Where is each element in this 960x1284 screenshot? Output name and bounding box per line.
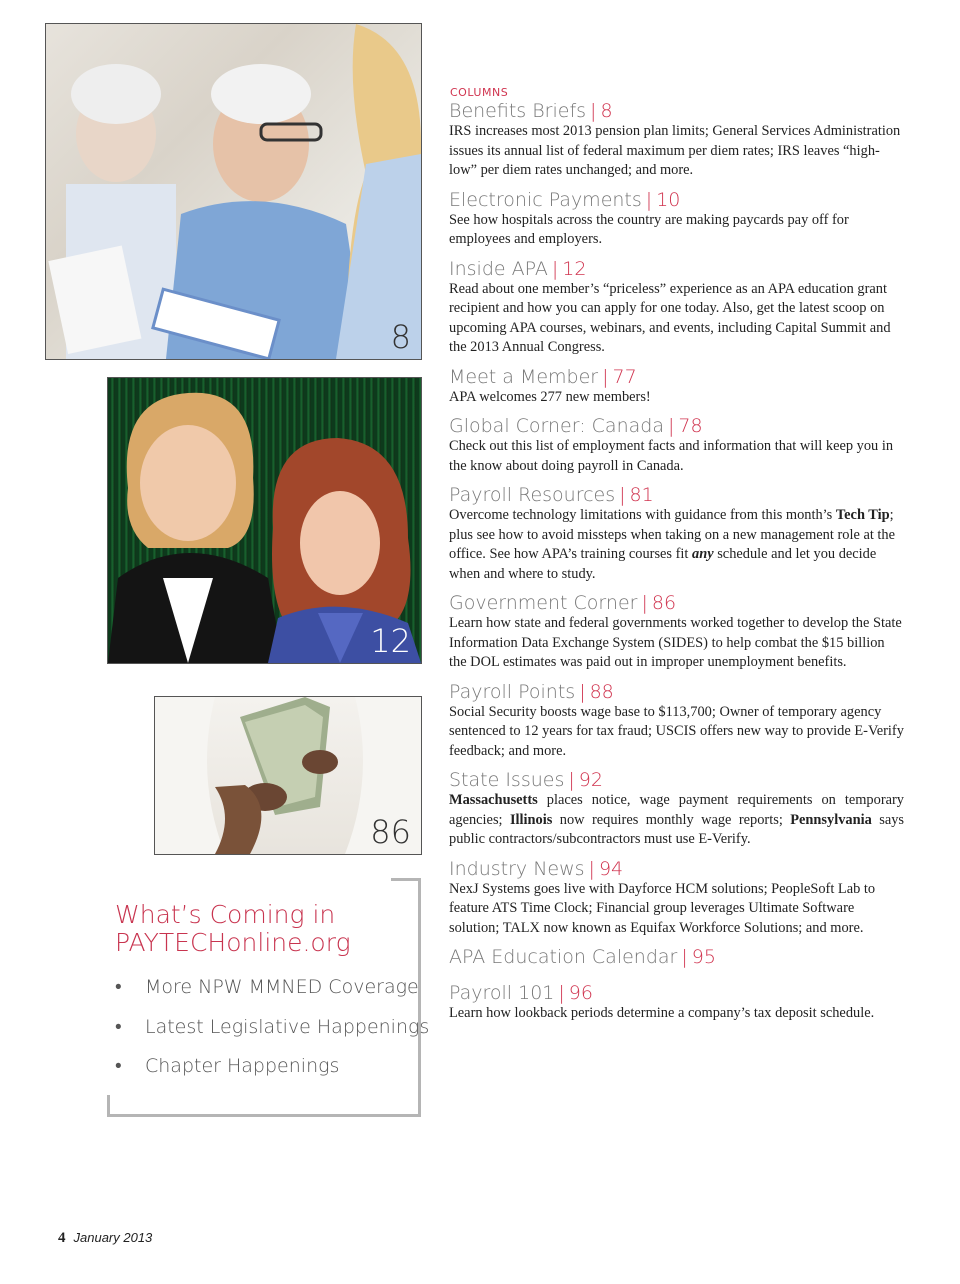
list-item-label: Chapter Happenings xyxy=(145,1055,340,1077)
toc-entry-heading xyxy=(449,769,904,791)
bullet-icon: • xyxy=(115,1055,122,1077)
page-footer xyxy=(58,1230,152,1247)
toc-entry-heading xyxy=(449,415,904,437)
toc-entry-description: Learn how state and federal governments worked together to develop the State Information Data Exchange System (SIDES) to help combat the $15 billion the DOL estimates was paid out in improper unemployment benefits. xyxy=(449,615,902,670)
desc-bold-term: Tech Tip xyxy=(835,507,890,523)
toc-separator: | xyxy=(579,680,586,703)
toc-entry-heading xyxy=(449,592,904,614)
toc-entry-title: Industry News xyxy=(449,857,585,880)
photo-two-women xyxy=(107,377,422,664)
toc-entry-payroll-resources[interactable] xyxy=(449,484,904,584)
table-of-contents xyxy=(449,100,904,1032)
toc-entry-page: 77 xyxy=(612,365,637,388)
list-item-label: More NPW MMNED Coverage xyxy=(145,976,419,998)
toc-separator: | xyxy=(681,946,688,968)
columns-label: COLUMNS xyxy=(450,86,509,99)
toc-entry-page: 81 xyxy=(629,484,654,506)
toc-entry-heading xyxy=(449,100,904,122)
whats-coming-title-line2: PAYTECHonline.org xyxy=(115,928,351,957)
photo-page-number: 12 xyxy=(370,622,411,660)
photo-cash-hands xyxy=(154,696,422,855)
desc-state-name: Massachusetts xyxy=(449,792,538,808)
toc-entry-page: 78 xyxy=(678,415,703,437)
toc-entry-title: Meet a Member xyxy=(449,365,599,388)
photo-page-number: 86 xyxy=(370,813,411,851)
toc-entry-description: NexJ Systems goes live with Dayforce HCM solutions; PeopleSoft Lab to feature ATS Time Clock; Financial group leverages Ultimate Software solution; TALX now known as Equifax Workforce Solutions; and more. xyxy=(449,880,876,936)
toc-entry-title: Inside APA xyxy=(449,257,548,280)
list-item-label: Latest Legislative Happenings xyxy=(145,1015,430,1038)
toc-entry-heading xyxy=(449,189,904,211)
issue-date: January 2013 xyxy=(73,1230,153,1245)
toc-entry-page: 95 xyxy=(691,946,716,968)
toc-entry-page: 10 xyxy=(656,188,681,211)
toc-entry-title: Global Corner: Canada xyxy=(449,415,664,437)
whats-coming-title-line1: What’s Coming in xyxy=(115,900,336,929)
toc-entry-heading xyxy=(449,258,904,280)
toc-separator: | xyxy=(619,484,626,506)
toc-entry-description: APA welcomes 277 new members! xyxy=(449,388,651,405)
toc-entry-heading xyxy=(449,366,904,388)
toc-entry-description: See how hospitals across the country are making paycards pay off for employees and employers. xyxy=(449,211,849,247)
toc-entry-page: 94 xyxy=(598,857,624,880)
toc-entry-state-issues[interactable] xyxy=(449,769,904,850)
bullet-icon: • xyxy=(115,976,122,998)
toc-separator: | xyxy=(551,257,559,280)
whats-coming-title xyxy=(115,901,415,957)
desc-state-name: Pennsylvania xyxy=(790,811,872,828)
toc-entry-title: Payroll Points xyxy=(449,680,576,703)
toc-entry-electronic-payments[interactable] xyxy=(449,189,904,250)
toc-entry-education-calendar[interactable] xyxy=(449,946,904,968)
toc-entry-page: 96 xyxy=(568,982,593,1004)
toc-entry-heading xyxy=(449,484,904,506)
photo-seniors-meeting xyxy=(45,23,422,360)
toc-entry-industry-news[interactable] xyxy=(449,858,904,939)
desc-text: Overcome technology limitations with guidance from this month’s xyxy=(449,507,836,523)
page-number: 4 xyxy=(58,1230,66,1246)
desc-text: schedule and let you decide when and where to study. xyxy=(449,546,877,582)
toc-entry-description: Check out this list of employment facts and information that will keep you in the know about doing payroll in Canada. xyxy=(449,438,894,474)
toc-entry-title: Payroll 101 xyxy=(449,982,555,1004)
toc-entry-heading xyxy=(449,858,904,880)
whats-coming-list xyxy=(115,968,429,1087)
toc-entry-description: Read about one member’s “priceless” experience as an APA education grant recipient and how you can apply for one today. Also, get the latest scoop on upcoming APA courses, webinars, and events, including Capital Summit and the 2013 Annual Congress. xyxy=(449,280,891,355)
toc-entry-description: Learn how lookback periods determine a company’s tax deposit schedule. xyxy=(449,1005,875,1021)
toc-entry-payroll-101[interactable] xyxy=(449,982,904,1024)
toc-separator: | xyxy=(590,100,597,122)
desc-text: ; plus see how to avoid missteps when taking on a new management role at the office. See how APA’s training courses fit xyxy=(449,507,896,562)
toc-entry-page: 88 xyxy=(589,680,614,703)
toc-entry-page: 92 xyxy=(578,769,603,791)
desc-emphasis: any xyxy=(692,546,714,562)
toc-separator: | xyxy=(558,982,565,1004)
toc-entry-heading xyxy=(449,681,904,703)
toc-entry-description xyxy=(449,506,904,584)
toc-entry-benefits-briefs[interactable] xyxy=(449,100,904,181)
toc-entry-page: 86 xyxy=(651,592,677,614)
toc-entry-government-corner[interactable] xyxy=(449,592,904,673)
desc-text: says public contractors/subcontractors must use E-Verify. xyxy=(449,811,905,847)
toc-entry-title: Electronic Payments xyxy=(449,188,642,211)
toc-entry-title: State Issues xyxy=(449,769,565,791)
desc-text: now requires monthly wage reports; xyxy=(552,811,791,828)
desc-text: places notice, wage payment requirements on temporary agencies; xyxy=(449,792,904,828)
toc-entry-title: Government Corner xyxy=(449,592,638,614)
toc-entry-title: Payroll Resources xyxy=(449,484,616,506)
toc-separator: | xyxy=(588,857,595,880)
toc-entry-page: 12 xyxy=(562,257,587,280)
list-item xyxy=(115,968,429,1008)
toc-entry-description xyxy=(449,791,904,850)
toc-separator: | xyxy=(568,769,575,791)
bullet-icon: • xyxy=(115,1015,122,1038)
toc-separator: | xyxy=(641,592,648,614)
toc-entry-page: 8 xyxy=(600,100,613,122)
toc-entry-description: Social Security boosts wage base to $113,700; Owner of temporary agency sentenced to 12 years for tax fraud; USCIS offers new way to provide E-Verify feedback; and more. xyxy=(449,703,904,759)
toc-entry-inside-apa[interactable] xyxy=(449,258,904,358)
toc-entry-title: APA Education Calendar xyxy=(449,946,678,968)
photo-two-women-illustration xyxy=(108,378,421,663)
toc-separator: | xyxy=(602,365,609,388)
photo-page-number: 8 xyxy=(390,318,411,356)
desc-state-name: Illinois xyxy=(509,811,553,828)
toc-entry-meet-a-member[interactable] xyxy=(449,366,904,408)
toc-entry-description: IRS increases most 2013 pension plan limits; General Services Administration issues its annual list of federal maximum per diem rates; IRS leaves “high-low” per diem rates unchanged; and more. xyxy=(449,123,901,178)
toc-entry-global-corner[interactable] xyxy=(449,415,904,476)
toc-entry-heading xyxy=(449,982,904,1004)
list-item xyxy=(115,1008,429,1048)
toc-entry-title: Benefits Briefs xyxy=(449,100,587,122)
toc-entry-heading xyxy=(449,946,904,968)
toc-separator: | xyxy=(645,188,653,211)
toc-separator: | xyxy=(667,415,675,437)
photo-seniors-illustration xyxy=(46,24,421,359)
list-item xyxy=(115,1047,429,1087)
toc-entry-payroll-points[interactable] xyxy=(449,681,904,762)
